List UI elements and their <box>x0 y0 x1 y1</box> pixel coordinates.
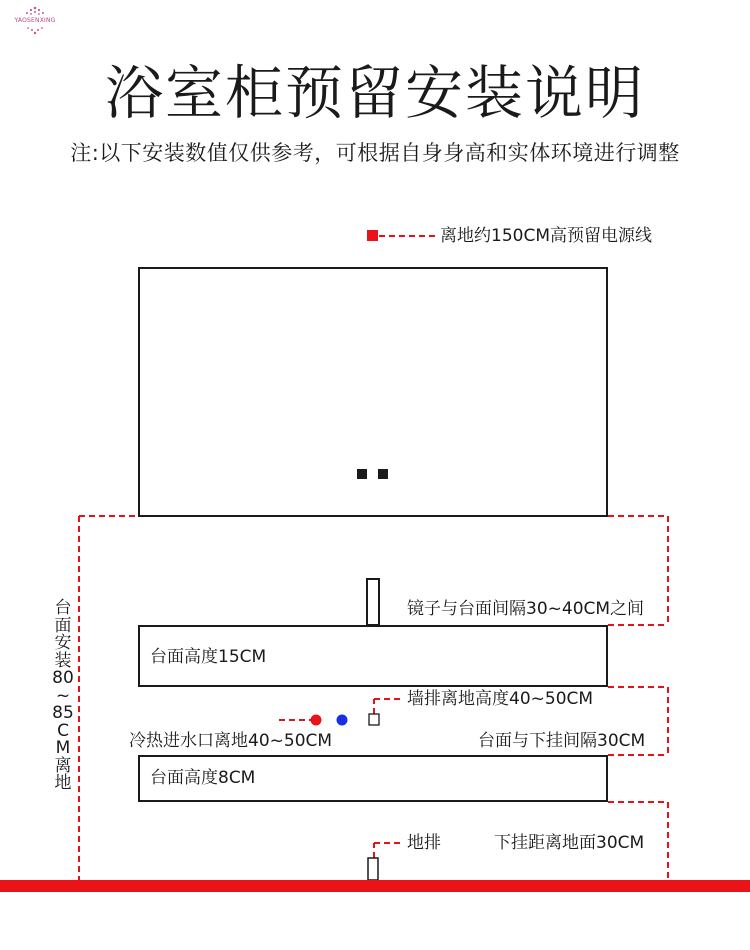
lower-cabinet-height-label: 台面高度8CM <box>150 768 256 788</box>
wall-drain-label: 墙排离地高度40~50CM <box>407 689 594 709</box>
power-line-label: 离地约150CM高预留电源线 <box>440 226 652 246</box>
hang-floor-label: 下挂距离地面30CM <box>494 833 645 853</box>
mirror-cabinet <box>138 267 608 517</box>
power-socket-icon <box>367 230 378 241</box>
page-subtitle: 注:以下安装数值仅供参考，可根据自身身高和实体环境进行调整 <box>70 141 680 165</box>
hang-gap-label: 台面与下挂间隔30CM <box>478 731 646 751</box>
floor-drain-label: 地排 <box>407 833 441 853</box>
page-title: 浴室柜预留安装说明 <box>104 59 645 127</box>
floor-line <box>0 880 750 892</box>
wall-drain-icon <box>369 714 379 725</box>
counter-top-height-label: 台面高度15CM <box>150 647 267 667</box>
water-inlet-label: 冷热进水口离地40~50CM <box>129 731 333 751</box>
cold-water-inlet-icon <box>337 715 348 726</box>
install-height-label: 台面安装80~85CM离地 <box>52 598 74 793</box>
mirror-gap-label: 镜子与台面间隔30~40CM之间 <box>407 599 645 619</box>
hot-water-inlet-icon <box>311 715 322 726</box>
logo-text: YAOSENXING <box>14 17 56 24</box>
faucet-icon <box>367 579 379 625</box>
floor-drain-pipe-icon <box>368 858 378 880</box>
